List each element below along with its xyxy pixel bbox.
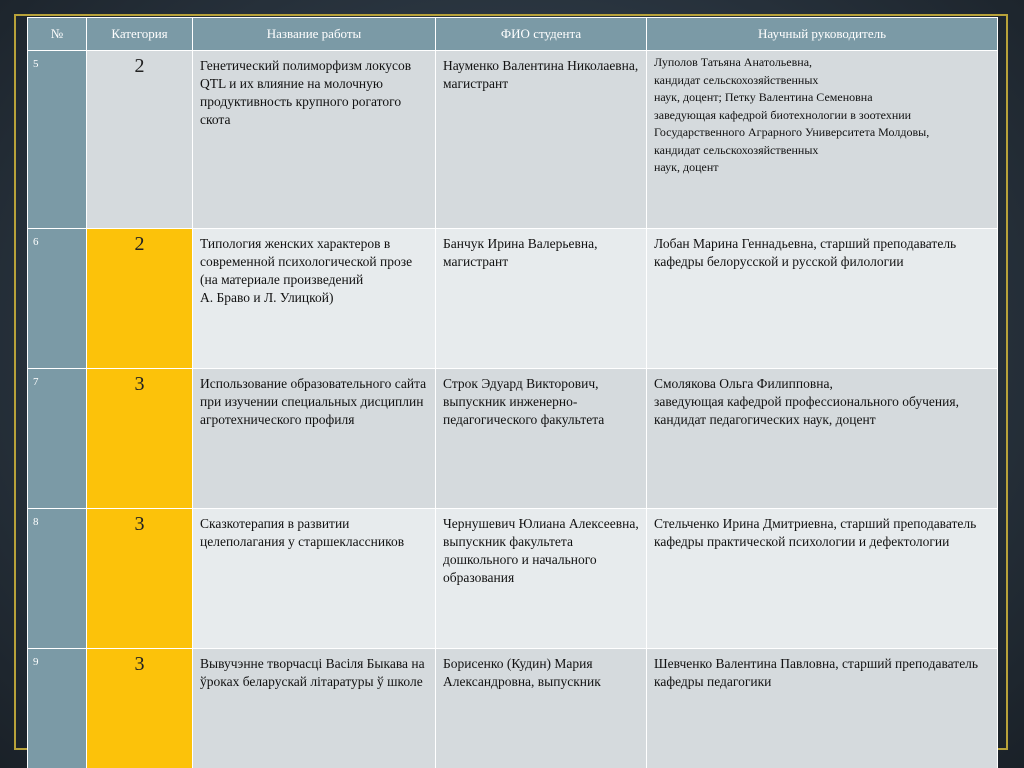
row-number: 7 <box>28 369 87 509</box>
header-number: № <box>28 18 87 51</box>
supervisor-line: кандидат сельскохозяйственных <box>654 72 819 87</box>
row-title <box>193 229 436 369</box>
row-title <box>193 369 436 509</box>
table-row <box>28 369 998 509</box>
row-title: Вывучэнне творчасці Васіля Быкава на ўроках беларускай літаратуры ў школе <box>193 649 436 768</box>
table-header-row <box>28 18 998 51</box>
table-row <box>28 649 998 768</box>
title-line: (на материале произведений <box>200 272 364 287</box>
row-student: Борисенко (Кудин) Мария Александровна, выпускник <box>436 649 647 768</box>
row-supervisor <box>647 51 998 229</box>
header-student: ФИО студента <box>436 18 647 51</box>
supervisor-line: кандидат сельскохозяйственных <box>654 142 819 157</box>
row-title: Сказкотерапия в развитии целеполагания у старшеклассников <box>193 509 436 649</box>
row-category: 2 <box>87 229 193 369</box>
row-number: 9 <box>28 649 87 768</box>
row-supervisor: Шевченко Валентина Павловна, старший преподаватель кафедры педагогики <box>647 649 998 768</box>
title-line: при изучении специальных дисциплин агротехнического профиля <box>200 394 424 427</box>
row-supervisor <box>647 369 998 509</box>
row-student: Строк Эдуард Викторович, выпускник инженерно-педагогического факультета <box>436 369 647 509</box>
supervisor-line: Смолякова Ольга Филипповна, <box>654 376 833 391</box>
title-line: Типология женских характеров в современной психологической прозе <box>200 236 413 269</box>
row-title: Генетический полиморфизм локусов QTL и их влияние на молочную продуктивность крупного рогатого скота <box>193 51 436 229</box>
header-category: Категория <box>87 18 193 51</box>
row-student: Чернушевич Юлиана Алексеевна, выпускник факультета дошкольного и начального образования <box>436 509 647 649</box>
title-line: Использование образовательного сайта <box>200 376 427 391</box>
row-number: 6 <box>28 229 87 369</box>
row-student: Науменко Валентина Николаевна, магистрант <box>436 51 647 229</box>
row-category: 2 <box>87 51 193 229</box>
table-row <box>28 51 998 229</box>
supervisor-line: наук, доцент; Петку Валентина Семеновна <box>654 90 873 104</box>
supervisor-line: заведующая кафедрой профессионального обучения, кандидат педагогических наук, доцент <box>654 394 959 427</box>
table-row <box>28 509 998 649</box>
row-category: 3 <box>87 369 193 509</box>
projects-table <box>27 17 998 768</box>
table-row <box>28 229 998 369</box>
row-student: Банчук Ирина Валерьевна, магистрант <box>436 229 647 369</box>
header-supervisor: Научный руководитель <box>647 18 998 51</box>
supervisor-line: заведующая кафедрой биотехнологии в зоотехнии <box>654 107 912 122</box>
row-number: 5 <box>28 51 87 229</box>
supervisor-line: наук, доцент <box>654 160 719 174</box>
supervisor-line: Государственного Аграрного Университета Молдовы, <box>654 125 930 139</box>
row-category: 3 <box>87 649 193 768</box>
row-supervisor: Стельченко Ирина Дмитриевна, старший преподаватель кафедры практической психологии и дефектологии <box>647 509 998 649</box>
row-number: 8 <box>28 509 87 649</box>
row-category: 3 <box>87 509 193 649</box>
supervisor-line: Луполов Татьяна Анатольевна, <box>654 55 813 69</box>
projects-table-container <box>27 17 997 768</box>
header-title: Название работы <box>193 18 436 51</box>
title-line: А. Браво и Л. Улицкой) <box>200 290 334 305</box>
row-supervisor: Лобан Марина Геннадьевна, старший преподаватель кафедры белорусской и русской филологии <box>647 229 998 369</box>
